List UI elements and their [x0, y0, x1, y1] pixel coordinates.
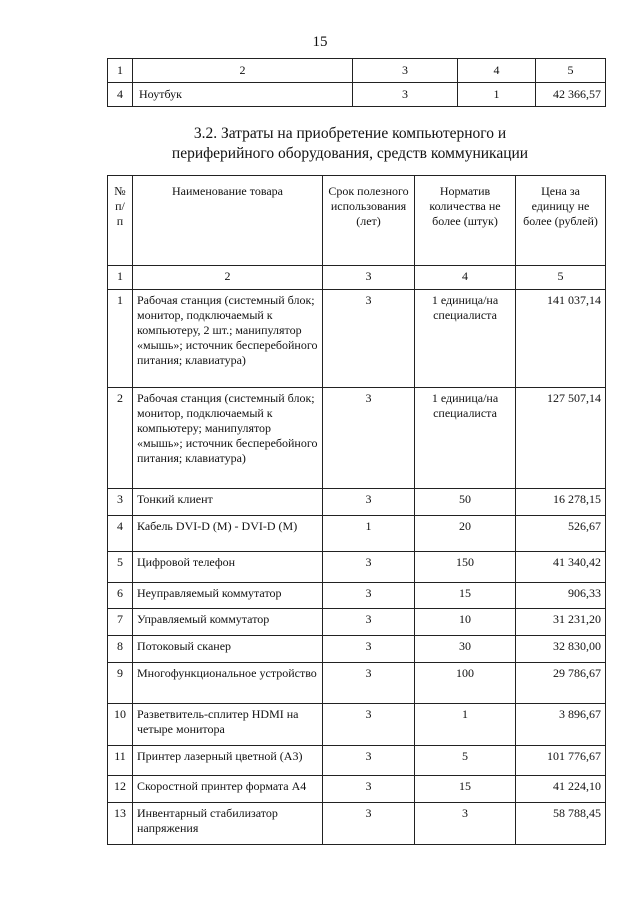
item-term: 3: [323, 636, 415, 663]
column-number: 3: [323, 266, 415, 290]
item-price: 42 366,57: [536, 83, 606, 107]
item-qty: 10: [415, 609, 516, 636]
row-number: 11: [108, 746, 133, 776]
item-price: 32 830,00: [516, 636, 606, 663]
column-number: 5: [536, 59, 606, 83]
column-number: 5: [516, 266, 606, 290]
item-term: 3: [323, 803, 415, 845]
column-number: 4: [458, 59, 536, 83]
item-term: 3: [323, 290, 415, 388]
table-row: [108, 746, 606, 776]
item-name: Многофункциональное устройство: [133, 663, 323, 704]
item-name: Разветвитель-сплитер HDMI на четыре монитора: [133, 704, 323, 746]
row-number: 8: [108, 636, 133, 663]
item-name: Неуправляемый коммутатор: [133, 583, 323, 609]
item-price: 526,67: [516, 516, 606, 552]
item-name: Рабочая станция (системный блок; монитор, подключаемый к компьютеру, 2 шт.; манипулятор «мышь»; источник бесперебойного питания; клавиатура): [133, 290, 323, 388]
table-row: [108, 489, 606, 516]
item-price: 127 507,14: [516, 388, 606, 489]
item-term: 3: [323, 663, 415, 704]
column-number: 1: [108, 266, 133, 290]
item-price: 29 786,67: [516, 663, 606, 704]
item-qty: 100: [415, 663, 516, 704]
item-term: 3: [323, 489, 415, 516]
item-term: 3: [323, 552, 415, 583]
item-price: 41 224,10: [516, 776, 606, 803]
row-number: 3: [108, 489, 133, 516]
item-term: 1: [323, 516, 415, 552]
top-table: [107, 58, 606, 107]
row-number: 5: [108, 552, 133, 583]
item-qty: 1: [415, 704, 516, 746]
item-price: 3 896,67: [516, 704, 606, 746]
column-number: 2: [133, 266, 323, 290]
item-name: Ноутбук: [133, 83, 353, 107]
item-price: 906,33: [516, 583, 606, 609]
item-term: 3: [323, 746, 415, 776]
item-term: 3: [323, 583, 415, 609]
item-price: 16 278,15: [516, 489, 606, 516]
column-number: 1: [108, 59, 133, 83]
page-number: 15: [312, 34, 328, 50]
header-cell: Цена за единицу не более (рублей): [516, 176, 606, 266]
table-row: [108, 609, 606, 636]
item-name: Инвентарный стабилизатор напряжения: [133, 803, 323, 845]
table-row: [108, 552, 606, 583]
section-title-line: периферийного оборудования, средств коммуникации: [171, 145, 529, 162]
item-name: Рабочая станция (системный блок; монитор, подключаемый к компьютеру; манипулятор «мышь»; источник бесперебойного питания; клавиатура): [133, 388, 323, 489]
item-term: 3: [323, 388, 415, 489]
item-price: 101 776,67: [516, 746, 606, 776]
row-number: 7: [108, 609, 133, 636]
item-price: 141 037,14: [516, 290, 606, 388]
item-qty: 15: [415, 583, 516, 609]
table-row: [108, 583, 606, 609]
item-qty: 1 единица/на специалиста: [415, 388, 516, 489]
row-number: 9: [108, 663, 133, 704]
item-price: 58 788,45: [516, 803, 606, 845]
column-number-row: [108, 266, 606, 290]
row-number: 6: [108, 583, 133, 609]
item-term: 3: [323, 776, 415, 803]
row-number: 1: [108, 290, 133, 388]
item-name: Тонкий клиент: [133, 489, 323, 516]
header-cell: Наименование товара: [133, 176, 323, 266]
item-name: Скоростной принтер формата А4: [133, 776, 323, 803]
item-name: Цифровой телефон: [133, 552, 323, 583]
header-cell: Срок полезного использования (лет): [323, 176, 415, 266]
table-row: [108, 663, 606, 704]
column-number: 2: [133, 59, 353, 83]
column-number: 3: [353, 59, 458, 83]
main-table: [107, 175, 606, 845]
row-number: 13: [108, 803, 133, 845]
table-row: [108, 803, 606, 845]
item-price: 41 340,42: [516, 552, 606, 583]
item-qty: 5: [415, 746, 516, 776]
item-qty: 30: [415, 636, 516, 663]
item-name: Кабель DVI-D (M) - DVI-D (M): [133, 516, 323, 552]
table-row: [108, 636, 606, 663]
section-title-line: 3.2. Затраты на приобретение компьютерного и: [193, 125, 507, 142]
table-row: [108, 83, 606, 107]
item-qty: 3: [415, 803, 516, 845]
item-term: 3: [323, 704, 415, 746]
row-number: 10: [108, 704, 133, 746]
item-price: 31 231,20: [516, 609, 606, 636]
item-qty: 15: [415, 776, 516, 803]
item-name: Управляемый коммутатор: [133, 609, 323, 636]
table-row: [108, 388, 606, 489]
row-number: 2: [108, 388, 133, 489]
item-name: Потоковый сканер: [133, 636, 323, 663]
row-number: 12: [108, 776, 133, 803]
row-number: 4: [108, 83, 133, 107]
item-name: Принтер лазерный цветной (А3): [133, 746, 323, 776]
section-title: [0, 124, 640, 164]
column-number: 4: [415, 266, 516, 290]
item-term: 3: [323, 609, 415, 636]
row-number: 4: [108, 516, 133, 552]
table-row: [108, 704, 606, 746]
table-row: [108, 516, 606, 552]
table-row: [108, 776, 606, 803]
table-row: [108, 290, 606, 388]
item-qty: 50: [415, 489, 516, 516]
header-cell: № п/п: [108, 176, 133, 266]
item-qty: 1 единица/на специалиста: [415, 290, 516, 388]
header-cell: Норматив количества не более (штук): [415, 176, 516, 266]
item-qty: 150: [415, 552, 516, 583]
item-term: 3: [353, 83, 458, 107]
column-number-row: [108, 59, 606, 83]
item-qty: 1: [458, 83, 536, 107]
header-row: [108, 176, 606, 266]
item-qty: 20: [415, 516, 516, 552]
